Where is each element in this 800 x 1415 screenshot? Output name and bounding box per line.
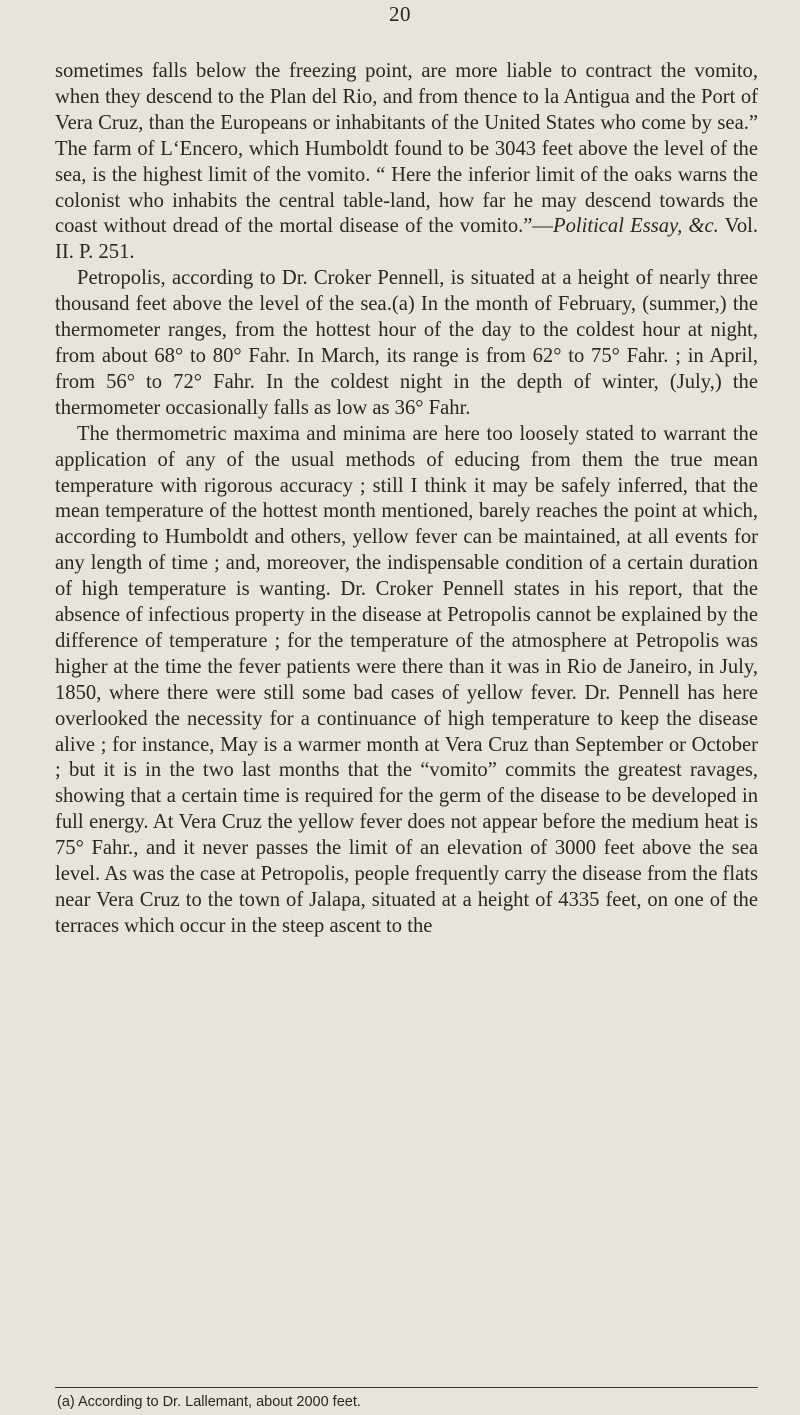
paragraph-petropolis: Petropolis, according to Dr. Croker Pennell, is situated at a height of nearly three thousand feet above the level of the sea.(a) In the month of February, (summer,) the thermometer ranges, from the hottest hour of the day to the coldest hour at night, from about 68° to 80° Fahr. In March, its range is from 62° to 75° Fahr. ; in April, from 56° to 72° Fahr. In the coldest night in the depth of winter, (July,) the thermometer occasionally falls as low as 36° Fahr. bbox=[55, 267, 758, 419]
page-number: 20 bbox=[389, 2, 411, 26]
body-text bbox=[55, 59, 758, 940]
footnote-divider bbox=[55, 1387, 758, 1388]
paragraph-text: sometimes falls below the freezing point, are more liable to contract the vomito, when they descend to the Plan del Rio, and from thence to la Antigua and the Port of Vera Cruz, than the Europeans or inhabitants of the United States who come by sea.” The farm of L‘Encero, which Humboldt found to be 3043 feet above the level of the sea, is the highest limit of the vomito. “ Here the inferior limit of the oaks warns the colonist who inhabits the central table-land, how far he may descend towards the coast without dread of the mortal disease of the vomito.”— bbox=[55, 60, 758, 238]
citation-title: Political Essay, &c. bbox=[553, 215, 719, 238]
footnote: (a) According to Dr. Lallemant, about 2000 feet. bbox=[57, 1394, 361, 1410]
paragraph-thermometric: The thermometric maxima and minima are here too loosely stated to warrant the application of any of the usual methods of educing from them the true mean temperature with rigorous accuracy ; still I think it may be safely inferred, that the mean temperature of the hottest month mentioned, barely reaches the point at which, according to Humboldt and others, yellow fever can be maintained, at all events for any length of time ; and, moreover, the indispensable condition of a certain duration of high temperature is wanting. Dr. Croker Pennell states in his report, that the absence of infectious property in the disease at Petropolis cannot be explained by the difference of temperature ; for the temperature of the atmosphere at Petropolis was higher at the time the fever patients were there than it was in Rio de Janeiro, in July, 1850, where there were still some bad cases of yellow fever. Dr. Pennell has here overlooked the necessity for a continuance of high temperature to keep the disease alive ; for instance, May is a warmer month at Vera Cruz than September or October ; but it is in the two last months that the “vomito” commits the greatest ravages, showing that a certain time is required for the germ of the disease to be developed in full energy. At Vera Cruz the yellow fever does not appear before the medium heat is 75° Fahr., and it never passes the limit of an elevation of 3000 feet above the sea level. As was the case at Petropolis, people frequently carry the disease from the flats near Vera Cruz to the town of Jalapa, situated at a height of 4335 feet, on one of the terraces which occur in the steep ascent to the bbox=[55, 422, 758, 937]
citation-reference: Vol. II. P. 251. bbox=[55, 215, 758, 264]
paragraph-vomito-quote bbox=[55, 59, 758, 266]
